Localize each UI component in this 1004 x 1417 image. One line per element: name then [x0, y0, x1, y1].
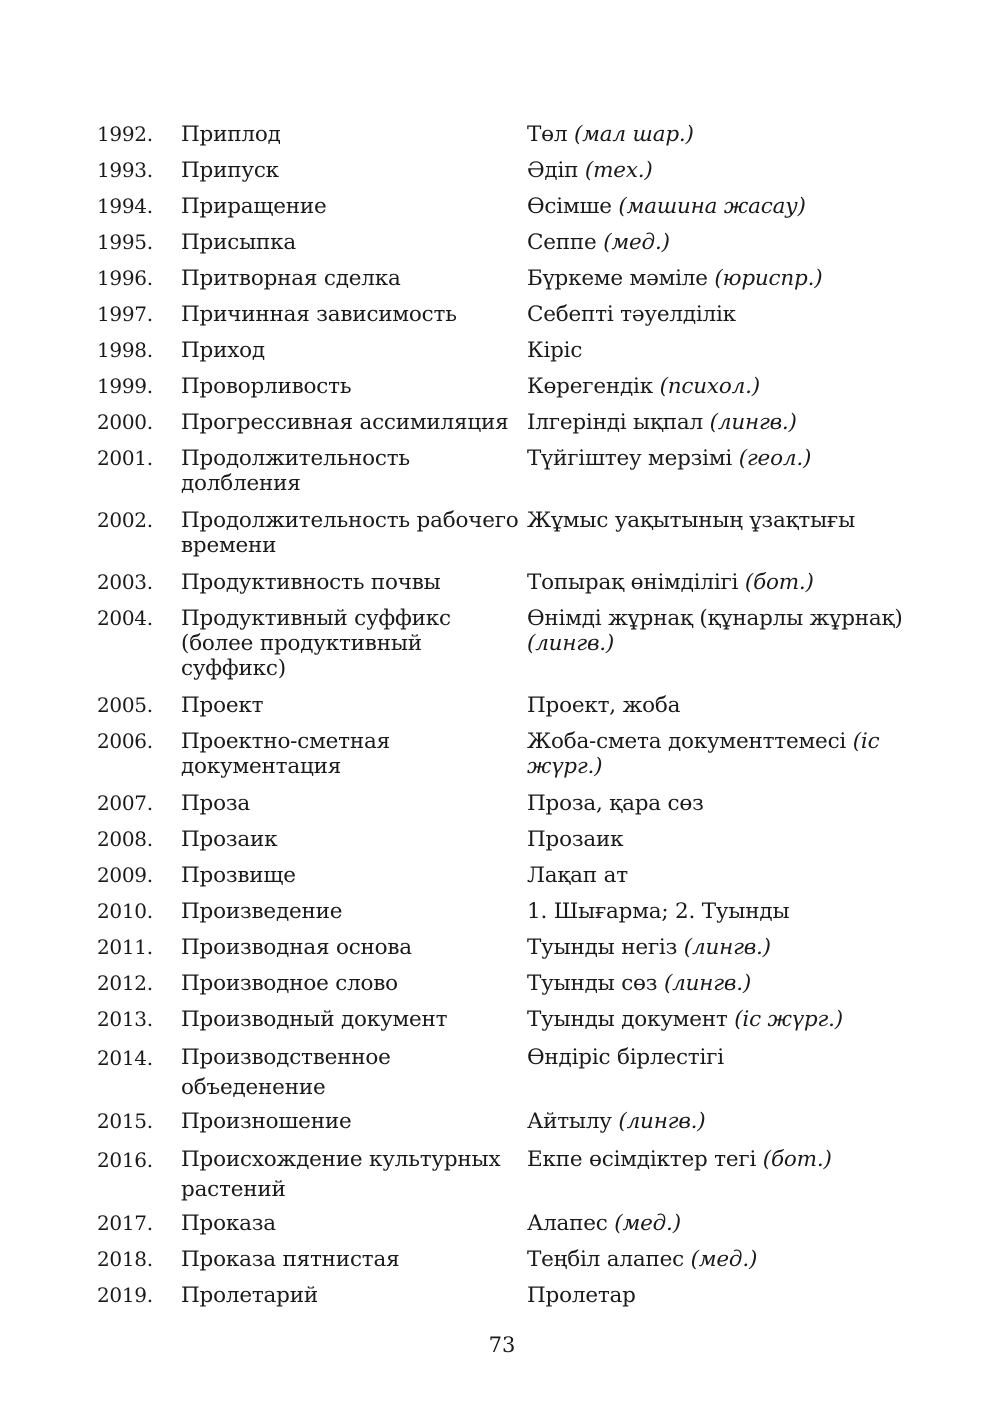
kazakh-term-text: Топырақ өнімділігі	[527, 570, 739, 595]
domain-label: (мед.)	[614, 1211, 681, 1236]
entry-number: 2008.	[97, 827, 153, 851]
domain-label: (психол.)	[659, 374, 760, 399]
entry-russian-term: Проказа пятнистая	[181, 1247, 400, 1272]
kazakh-term-text: Екпе өсімдіктер тегі	[527, 1147, 757, 1172]
glossary-entry	[97, 338, 927, 374]
entry-russian-term: Присыпка	[181, 230, 296, 255]
kazakh-term-text: Бүркеме мәміле	[527, 266, 708, 291]
entry-number: 2015.	[97, 1109, 153, 1133]
entry-number: 1993.	[97, 158, 153, 182]
entry-kazakh-term	[527, 508, 927, 558]
glossary-entry	[97, 302, 927, 338]
entry-russian-term: Проза	[181, 791, 251, 816]
entry-number: 1994.	[97, 194, 153, 218]
glossary-entry	[97, 827, 927, 863]
domain-label: (тех.)	[584, 158, 653, 183]
domain-label: (лингв.)	[618, 1109, 706, 1134]
entry-kazakh-term	[527, 338, 927, 363]
entry-kazakh-term	[527, 1043, 927, 1103]
kazakh-term-text: Өсімше	[527, 194, 612, 219]
domain-label: (мал шар.)	[573, 122, 694, 147]
entry-kazakh-term	[527, 122, 927, 147]
glossary-entry	[97, 570, 927, 606]
glossary-entry	[97, 693, 927, 729]
glossary-entry	[97, 899, 927, 935]
entry-kazakh-term	[527, 410, 927, 435]
entry-kazakh-term	[527, 899, 927, 924]
kazakh-term-text: Теңбіл алапес	[527, 1247, 684, 1272]
entry-russian-term: Произведение	[181, 899, 343, 924]
kazakh-term-text: Кіріс	[527, 338, 583, 363]
glossary-entry	[97, 863, 927, 899]
entry-russian-term: Прозвище	[181, 863, 296, 888]
entry-russian-term: Продуктивность почвы	[181, 570, 441, 595]
glossary-entry	[97, 935, 927, 971]
entry-kazakh-term	[527, 827, 927, 852]
domain-label: (лингв.)	[527, 631, 615, 656]
entry-number: 2009.	[97, 863, 153, 887]
glossary-entry	[97, 266, 927, 302]
domain-label: (лингв.)	[709, 410, 797, 435]
glossary-entry	[97, 410, 927, 446]
glossary-entry	[97, 194, 927, 230]
entry-kazakh-term	[527, 158, 927, 183]
entry-russian-term: Производственное объеденение	[181, 1045, 391, 1100]
entry-kazakh-term	[527, 729, 927, 779]
entry-number: 2005.	[97, 693, 153, 717]
glossary-entry	[97, 1145, 927, 1211]
domain-label: (іс жүрг.)	[734, 1007, 843, 1032]
kazakh-term-text: Айтылу	[527, 1109, 612, 1134]
entry-russian-term: Проектно-сметная документация	[181, 729, 390, 779]
glossary-entry	[97, 1211, 927, 1247]
entry-number: 2007.	[97, 791, 153, 815]
entry-kazakh-term	[527, 1145, 927, 1205]
kazakh-term-text: Туынды негіз	[527, 935, 678, 960]
kazakh-term-text: Жоба-смета документтемесі	[527, 729, 847, 754]
entry-kazakh-term	[527, 693, 927, 718]
entry-number: 2012.	[97, 971, 153, 995]
glossary-entry	[97, 230, 927, 266]
kazakh-term-text: Лақап ат	[527, 863, 628, 888]
entry-kazakh-term	[527, 374, 927, 399]
entry-number: 2014.	[97, 1046, 153, 1070]
entry-kazakh-term	[527, 606, 927, 681]
glossary-entry	[97, 122, 927, 158]
kazakh-term-text: Пролетар	[527, 1283, 636, 1308]
entry-kazakh-term	[527, 446, 927, 496]
kazakh-term-text: Жұмыс уақытының ұзақтығы	[527, 508, 855, 533]
kazakh-term-text: Проза, қара сөз	[527, 791, 704, 816]
entry-number: 1997.	[97, 302, 153, 326]
glossary-entry	[97, 1283, 927, 1319]
entry-russian-term: Производный документ	[181, 1007, 448, 1032]
entry-number: 2016.	[97, 1148, 153, 1172]
entry-kazakh-term	[527, 230, 927, 255]
entry-kazakh-term	[527, 1007, 927, 1032]
entry-russian-term: Приплод	[181, 122, 281, 147]
glossary-entry	[97, 1007, 927, 1043]
entry-number: 2002.	[97, 508, 153, 532]
kazakh-term-text: Себепті тәуелділік	[527, 302, 736, 327]
entry-kazakh-term	[527, 1283, 927, 1308]
entry-kazakh-term	[527, 791, 927, 816]
domain-label: (юриспр.)	[714, 266, 823, 291]
entry-kazakh-term	[527, 1211, 927, 1236]
entry-number: 2013.	[97, 1007, 153, 1031]
glossary-entry	[97, 791, 927, 827]
entry-russian-term: Притворная сделка	[181, 266, 401, 291]
entry-number: 1999.	[97, 374, 153, 398]
entry-russian-term: Проект	[181, 693, 264, 718]
entry-russian-term: Прогрессивная ассимиляция	[181, 410, 509, 435]
glossary-entry	[97, 374, 927, 410]
kazakh-term-text: Сеппе	[527, 230, 597, 255]
entry-russian-term: Продолжительность долбления	[181, 446, 410, 496]
entry-kazakh-term	[527, 971, 927, 996]
entry-kazakh-term	[527, 935, 927, 960]
entry-russian-term: Проворливость	[181, 374, 352, 399]
kazakh-term-text: 1. Шығарма; 2. Туынды	[527, 899, 790, 924]
kazakh-term-text: Ілгерінді ықпал	[527, 410, 704, 435]
glossary-entry	[97, 971, 927, 1007]
glossary-entries	[97, 122, 927, 1319]
entry-russian-term: Происхождение культурных растений	[181, 1147, 501, 1202]
entry-russian-term: Приращение	[181, 194, 327, 219]
glossary-entry	[97, 1247, 927, 1283]
domain-label: (мед.)	[690, 1247, 758, 1272]
entry-kazakh-term	[527, 1109, 927, 1134]
entry-kazakh-term	[527, 194, 927, 219]
domain-label: (лингв.)	[683, 935, 771, 960]
kazakh-term-text: Прозаик	[527, 827, 624, 852]
entry-russian-term: Прозаик	[181, 827, 278, 852]
entry-kazakh-term	[527, 302, 927, 327]
entry-number: 2011.	[97, 935, 153, 959]
entry-russian-term: Продолжительность рабочего времени	[181, 508, 519, 558]
entry-kazakh-term	[527, 863, 927, 888]
entry-kazakh-term	[527, 1247, 927, 1272]
kazakh-term-text: Әдіп	[527, 158, 579, 183]
entry-number: 2018.	[97, 1247, 153, 1271]
entry-russian-term: Приход	[181, 338, 265, 363]
entry-number: 2001.	[97, 446, 153, 470]
kazakh-term-text: Түйгіштеу мерзімі	[527, 446, 733, 471]
domain-label: (іс жүрг.)	[527, 729, 880, 779]
domain-label: (геол.)	[738, 446, 812, 471]
kazakh-term-text: Төл	[527, 122, 568, 147]
entry-russian-term: Припуск	[181, 158, 279, 183]
entry-russian-term: Производная основа	[181, 935, 412, 960]
glossary-entry	[97, 729, 927, 791]
entry-number: 1996.	[97, 266, 153, 290]
entry-number: 1995.	[97, 230, 153, 254]
entry-number: 2010.	[97, 899, 153, 923]
entry-russian-term: Произношение	[181, 1109, 352, 1134]
kazakh-term-text: Көрегендік	[527, 374, 653, 399]
domain-label: (мед.)	[603, 230, 670, 255]
entry-number: 2000.	[97, 410, 153, 434]
glossary-entry	[97, 606, 927, 693]
domain-label: (бот.)	[762, 1147, 832, 1172]
domain-label: (машина жасау)	[618, 194, 806, 219]
entry-number: 2006.	[97, 729, 153, 753]
kazakh-term-text: Өндіріс бірлестігі	[527, 1045, 724, 1070]
kazakh-term-text: Туынды документ	[527, 1007, 728, 1032]
kazakh-term-text: Туынды сөз	[527, 971, 658, 996]
entry-kazakh-term	[527, 266, 927, 291]
glossary-entry	[97, 158, 927, 194]
kazakh-term-text: Проект, жоба	[527, 693, 681, 718]
domain-label: (лингв.)	[663, 971, 752, 996]
entry-russian-term: Проказа	[181, 1211, 276, 1236]
glossary-entry	[97, 508, 927, 570]
entry-number: 2004.	[97, 606, 153, 630]
glossary-entry	[97, 1043, 927, 1109]
entry-kazakh-term	[527, 570, 927, 595]
entry-number: 2003.	[97, 570, 153, 594]
entry-number: 1998.	[97, 338, 153, 362]
entry-russian-term: Причинная зависимость	[181, 302, 457, 327]
kazakh-term-text: Алапес	[527, 1211, 608, 1236]
entry-number: 1992.	[97, 122, 153, 146]
glossary-entry	[97, 1109, 927, 1145]
page-number: 73	[488, 1333, 516, 1357]
entry-russian-term: Продуктивный суффикс (более продуктивный суффикс)	[181, 606, 451, 681]
entry-russian-term: Пролетарий	[181, 1283, 318, 1308]
entry-number: 2017.	[97, 1211, 153, 1235]
glossary-entry	[97, 446, 927, 508]
kazakh-term-text: Өнімді жұрнақ (құнарлы жұрнақ)	[527, 606, 903, 631]
entry-number: 2019.	[97, 1283, 153, 1307]
domain-label: (бот.)	[744, 570, 814, 595]
entry-russian-term: Производное слово	[181, 971, 398, 996]
